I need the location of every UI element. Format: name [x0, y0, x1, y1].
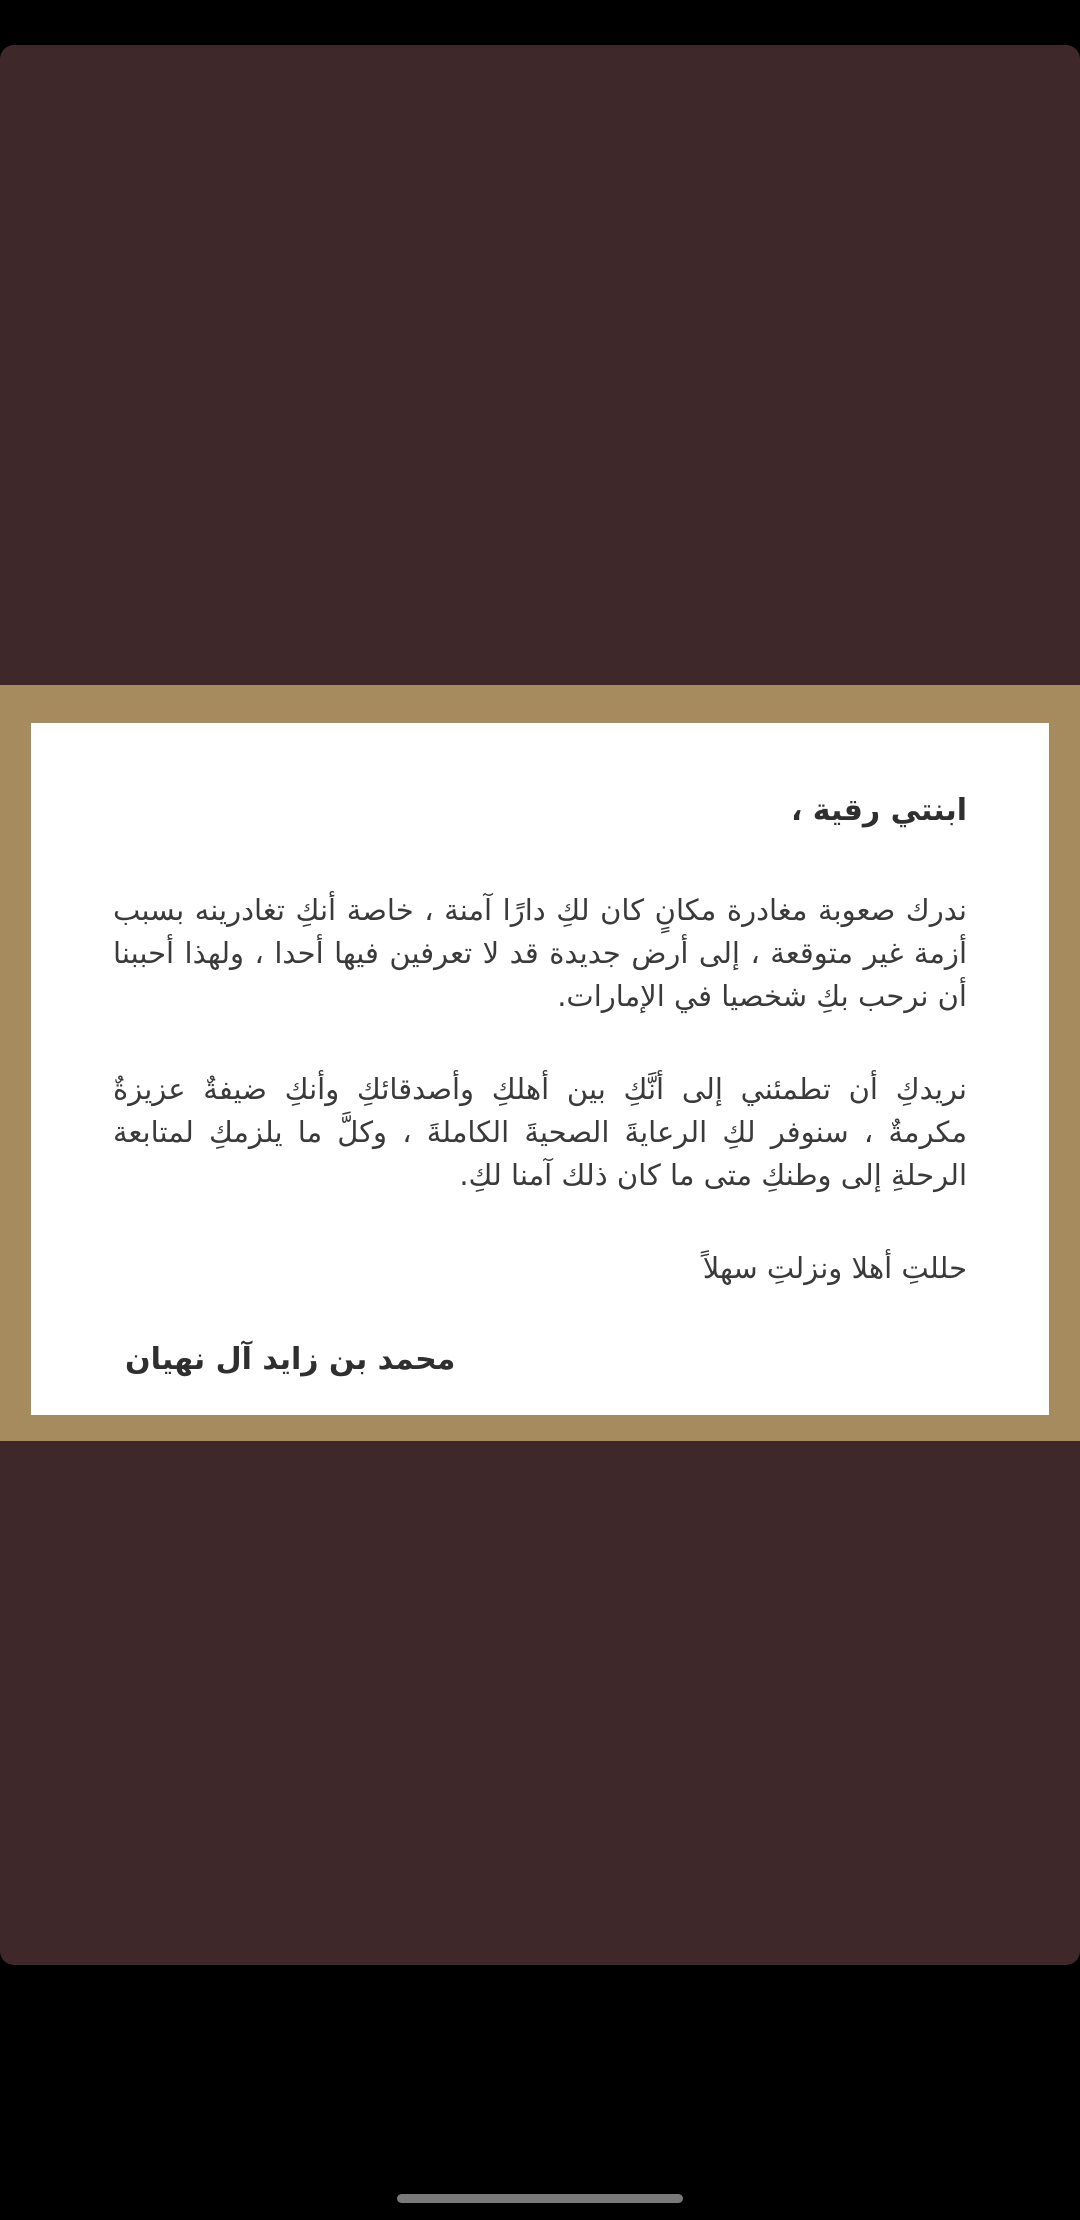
image-viewer[interactable]	[0, 45, 1080, 1965]
letter-paragraph-1: ندرك صعوبة مغادرة مكانٍ كان لكِ دارًا آمنة ، خاصة أنكِ تغادرينه بسبب أزمة غير متوقعة ، إلى أرض جديدة قد لا تعرفين فيها أحدا ، ولهذا أحببنا أن نرحب بكِ شخصيا في الإمارات.	[113, 893, 967, 1013]
letter-card	[31, 723, 1049, 1415]
letter-paragraph-2: نريدكِ أن تطمئني إلى أنَّكِ بين أهلكِ وأصدقائكِ وأنكِ ضيفةٌ عزيزةٌ مكرمةٌ ، سنوفر لكِ الرعايةَ الصحيةَ الكاملةَ ، وكلَّ ما يلزمكِ لمتابعة الرحلةِ إلى وطنكِ متى ما كان ذلك آمنا لكِ.	[113, 1072, 967, 1192]
letter-signature: محمد بن زايد آل نهيان	[125, 1342, 456, 1377]
home-indicator[interactable]	[397, 2194, 683, 2203]
letter-salutation: ابنتي رقية ،	[790, 793, 967, 828]
letter-frame	[0, 685, 1080, 1441]
letter-closing: حللتِ أهلا ونزلتِ سهلاً	[702, 1251, 967, 1285]
